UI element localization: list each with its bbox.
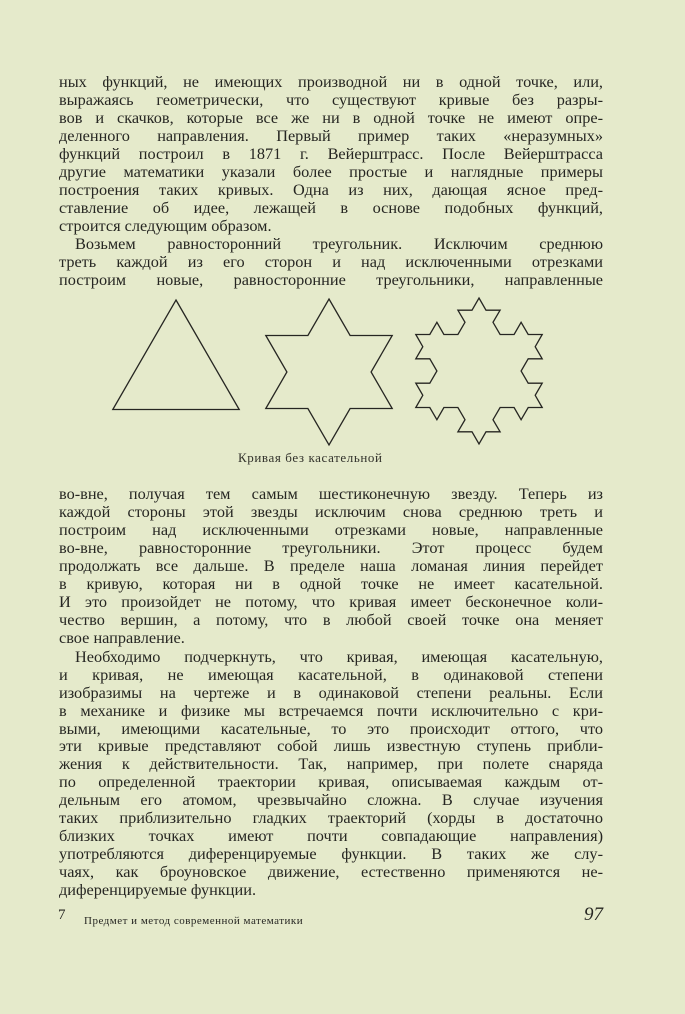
- text-line: таких приблизительно гладких траекторий (хорды в достаточно: [59, 808, 603, 828]
- footer-book-title: Предмет и метод современной математики: [84, 915, 304, 927]
- figure-caption: Кривая без касательной: [238, 450, 383, 465]
- text-line: употребляются диференцируемые функции. В таких же слу-: [59, 843, 603, 863]
- text-line: И это произойдет не потому, что кривая имеет бесконечное коли-: [59, 592, 603, 611]
- text-line: продолжать все дальше. В пределе наша ломаная линия перейдет: [59, 556, 603, 575]
- text-line: каждой стороны этой звезды исключим снова среднюю треть и: [59, 502, 603, 521]
- text-line: жения к действительности. Так, например, при полете снаряда: [59, 754, 603, 774]
- text-line: выражаясь геометрически, что существуют кривые без разры-: [59, 90, 603, 109]
- text-line: ставление об идее, лежащей в основе подобных функций,: [59, 198, 603, 217]
- text-line: деленного направления. Первый пример таких «неразумных»: [59, 126, 603, 145]
- text-line: близких точках имеют почти совпадающие направления): [59, 825, 603, 845]
- text-line: функций построил в 1871 г. Вейерштрасс. После Вейерштрасса: [59, 144, 603, 163]
- text-block-middle: [59, 485, 603, 647]
- text-line: эти кривые представляют собой лишь известную ступень прибли-: [59, 736, 603, 756]
- koch-snowflake-shape: [416, 298, 542, 444]
- text-line: дельным его атомом, чрезвычайно сложна. В случае изучения: [59, 790, 603, 810]
- text-line: построим над исключенными отрезками новые, направленные: [59, 520, 603, 539]
- text-block-bottom: [59, 648, 603, 898]
- text-line: построения таких кривых. Одна из них, дающая ясное пред-: [59, 180, 603, 199]
- text-line: в механике и физике мы встречаемся почти исключительно с кри-: [59, 700, 603, 720]
- text-line: Возьмем равносторонний треугольник. Исключим среднюю: [75, 234, 603, 253]
- text-line: другие математики указали более простые и наглядные примеры: [59, 162, 603, 181]
- page-number: 97: [584, 904, 603, 925]
- text-line: во-вне, получая тем самым шестиконечную звезду. Теперь из: [59, 484, 603, 503]
- text-line: чество вершин, а потому, что в любой своей точке она меняет: [59, 610, 603, 629]
- text-line: ных функций, не имеющих производной ни в одной точке, или,: [59, 72, 603, 91]
- signature-mark: 7: [58, 907, 66, 923]
- text-line: свое направление.: [59, 628, 185, 647]
- text-line: диференцируемые функции.: [59, 879, 257, 899]
- six-pointed-star-shape: [266, 299, 392, 445]
- text-line: вов и скачков, которые все же ни в одной точке не имеют опре-: [59, 108, 603, 127]
- text-line: построим новые, равносторонние треугольники, направленные: [59, 270, 603, 289]
- text-line: изобразимы на чертеже и в одинаковой степени реальны. Если: [59, 682, 603, 702]
- text-line: во-вне, равносторонние треугольники. Этот процесс будем: [59, 538, 603, 557]
- text-line: строится следующим образом.: [59, 216, 272, 235]
- text-line: по определенной траектории кривая, описываемая каждым от-: [59, 772, 603, 792]
- text-line: выми, имеющими касательные, то это происходит оттого, что: [59, 718, 603, 738]
- text-line: чаях, как броуновское движение, естественно применяются не-: [59, 861, 603, 881]
- text-line: в кривую, которая ни в одной точке не имеет касательной.: [59, 574, 603, 593]
- text-line: Необходимо подчеркнуть, что кривая, имеющая касательную,: [75, 647, 603, 666]
- text-line: треть каждой из его сторон и над исключенными отрезками: [59, 252, 603, 271]
- text-line: и кривая, не имеющая касательной, в одинаковой степени: [59, 664, 603, 684]
- triangle-shape: [113, 300, 239, 410]
